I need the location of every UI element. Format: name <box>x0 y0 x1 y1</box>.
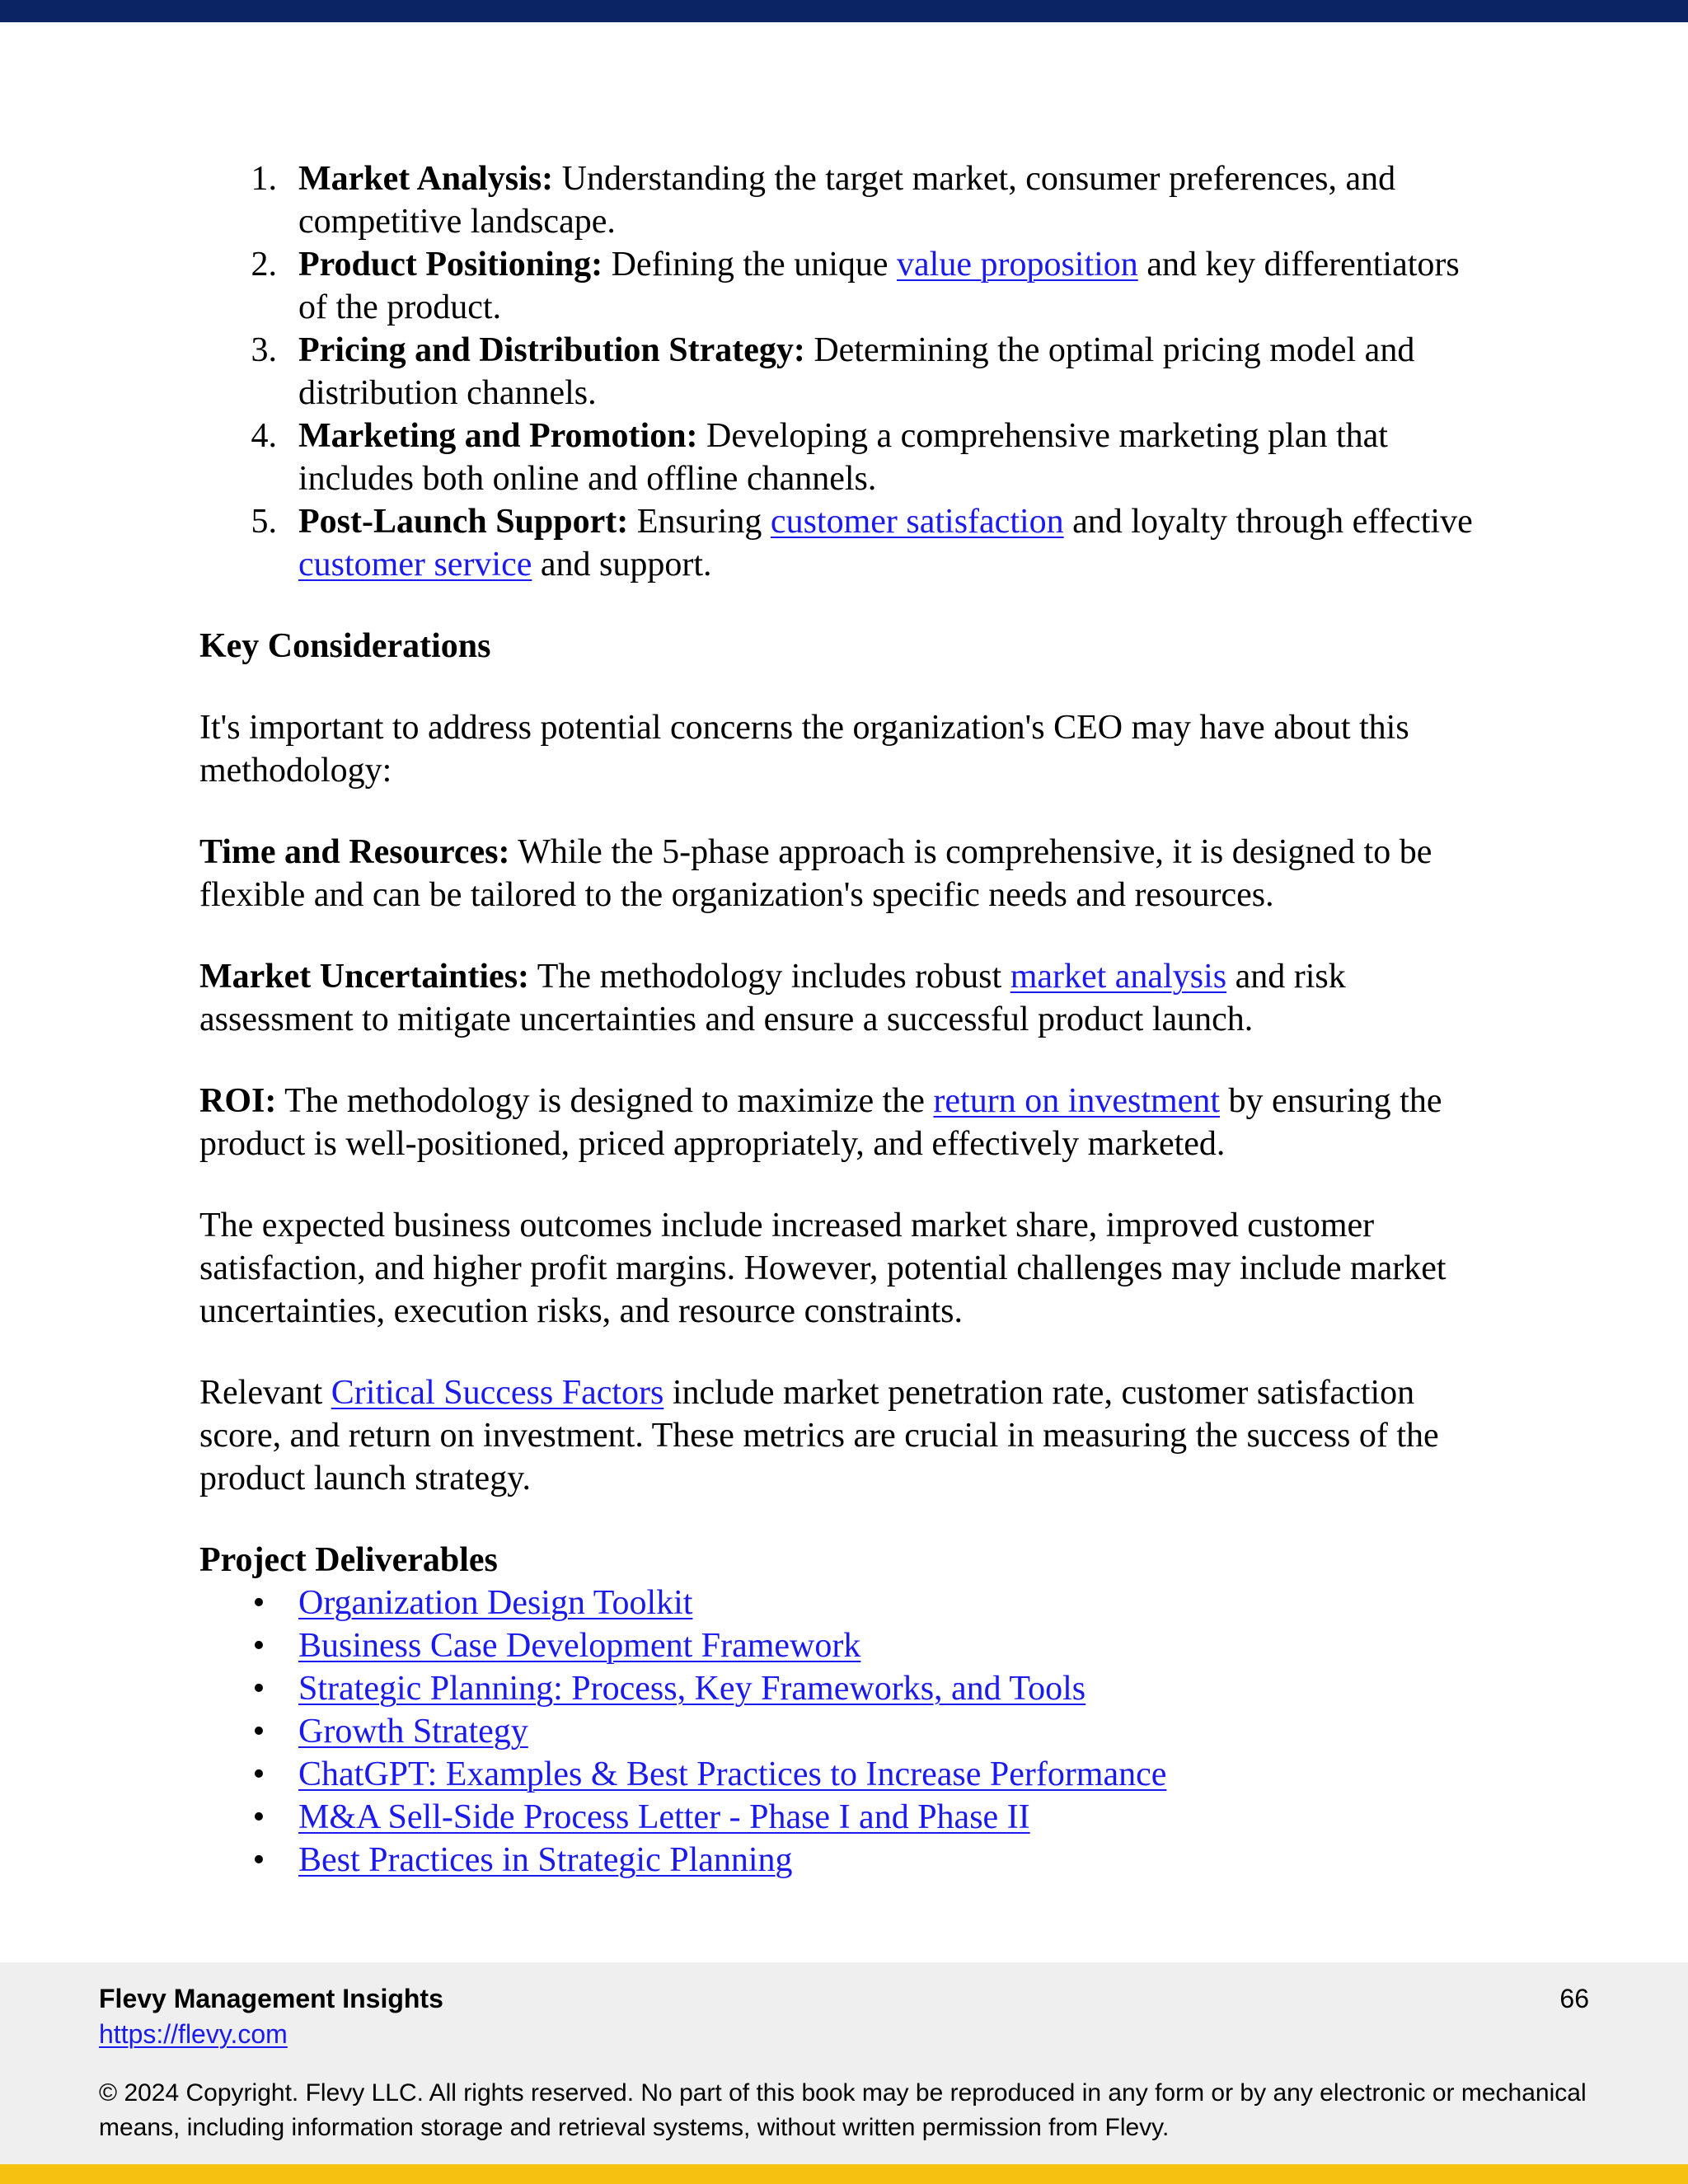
phase-title: Post-Launch Support: <box>298 503 629 541</box>
link-return-on-investment[interactable]: return on investment <box>933 1082 1221 1120</box>
phase-text: and support. <box>532 546 712 583</box>
phase-text: Ensuring <box>628 503 771 541</box>
bullet-icon: • <box>252 1755 265 1793</box>
phase-text: Defining the unique <box>603 246 898 284</box>
bullet-icon: • <box>252 1670 265 1708</box>
key-considerations-heading: Key Considerations <box>199 627 491 665</box>
page-number: 66 <box>1559 1984 1589 2013</box>
project-deliverables-heading: Project Deliverables <box>199 1541 498 1579</box>
phase-text: Determining the optimal pricing model and distribution channels. <box>298 331 1415 412</box>
key-considerations-intro: It's important to address potential concerns the organization's CEO may have about this methodology: <box>199 709 1409 790</box>
link-customer-satisfaction[interactable]: customer satisfaction <box>770 503 1064 541</box>
phase-number: 3. <box>251 331 277 369</box>
roi-text: The methodology is designed to maximize the <box>276 1082 934 1120</box>
phase-item-1 <box>199 157 1485 243</box>
bullet-icon: • <box>252 1584 265 1622</box>
link-best-practices-strategic-planning[interactable]: Best Practices in Strategic Planning <box>298 1841 793 1879</box>
document-body <box>199 157 1485 1882</box>
deliverable-item <box>199 1796 1485 1839</box>
phase-text: Understanding the target market, consumer preferences, and competitive landscape. <box>298 160 1396 241</box>
footer-brand: Flevy Management Insights <box>99 1984 443 2013</box>
market-uncertainties-text-end: and risk assessment to mitigate uncertainties and ensure a successful product launch. <box>199 958 1346 1038</box>
link-ma-sell-side-letter[interactable]: M&A Sell-Side Process Letter - Phase I and Phase II <box>298 1798 1030 1836</box>
market-uncertainties-paragraph <box>199 955 1485 1041</box>
outcomes-paragraph: The expected business outcomes include increased market share, improved customer satisfaction, and higher profit margins. However, potential challenges may include market uncertainties, execution risks, and resource constraints. <box>199 1207 1447 1330</box>
link-chatgpt-best-practices[interactable]: ChatGPT: Examples & Best Practices to Increase Performance <box>298 1755 1167 1793</box>
phase-text: and loyalty through effective <box>1063 503 1473 541</box>
market-uncertainties-label: Market Uncertainties: <box>199 958 530 996</box>
deliverable-item <box>199 1839 1485 1882</box>
time-resources-label: Time and Resources: <box>199 833 510 871</box>
csf-text-end: include market penetration rate, customer satisfaction score, and return on investment. These metrics are crucial in measuring the success of the product launch strategy. <box>199 1374 1439 1497</box>
roi-paragraph <box>199 1080 1485 1165</box>
market-uncertainties-text: The methodology includes robust <box>529 958 1010 996</box>
bullet-icon: • <box>252 1841 265 1879</box>
roi-label: ROI: <box>199 1082 277 1120</box>
deliverable-item <box>199 1710 1485 1753</box>
bullet-icon: • <box>252 1627 265 1665</box>
phase-title: Pricing and Distribution Strategy: <box>298 331 805 369</box>
link-growth-strategy[interactable]: Growth Strategy <box>298 1713 528 1750</box>
bullet-icon: • <box>252 1798 265 1836</box>
copyright-notice: © 2024 Copyright. Flevy LLC. All rights reserved. No part of this book may be reproduced in any form or by any electronic or mechanical means, including information storage and retrieval systems, without written permission from Flevy. <box>99 2079 1587 2141</box>
bottom-accent-bar <box>0 2164 1688 2184</box>
link-market-analysis[interactable]: market analysis <box>1010 958 1227 996</box>
phase-list <box>199 157 1485 586</box>
top-accent-bar <box>0 0 1688 22</box>
phase-item-3 <box>199 329 1485 415</box>
phase-text: and key differentiators of the product. <box>298 246 1460 326</box>
link-strategic-planning-tools[interactable]: Strategic Planning: Process, Key Frameworks, and Tools <box>298 1670 1086 1708</box>
link-business-case-framework[interactable]: Business Case Development Framework <box>298 1627 861 1665</box>
deliverables-list <box>199 1582 1485 1882</box>
footer-url-link[interactable]: https://flevy.com <box>99 2019 288 2049</box>
csf-text: Relevant <box>199 1374 331 1412</box>
phase-item-2 <box>199 243 1485 329</box>
time-resources-text: While the 5-phase approach is comprehensive, it is designed to be flexible and can be tailored to the organization's specific needs and resources. <box>199 833 1432 914</box>
link-customer-service[interactable]: customer service <box>298 546 532 583</box>
phase-number: 4. <box>251 417 277 455</box>
phase-item-5 <box>199 500 1485 586</box>
link-value-proposition[interactable]: value proposition <box>897 246 1138 284</box>
phase-title: Market Analysis: <box>298 160 554 198</box>
phase-number: 5. <box>251 503 277 541</box>
phase-number: 1. <box>251 160 277 198</box>
deliverable-item <box>199 1582 1485 1624</box>
deliverable-item <box>199 1624 1485 1667</box>
time-resources-paragraph <box>199 831 1485 916</box>
phase-number: 2. <box>251 246 277 284</box>
bullet-icon: • <box>252 1713 265 1750</box>
phase-item-4 <box>199 415 1485 500</box>
link-critical-success-factors[interactable]: Critical Success Factors <box>331 1374 664 1412</box>
phase-title: Product Positioning: <box>298 246 603 284</box>
deliverable-item <box>199 1667 1485 1710</box>
phase-text: Developing a comprehensive marketing plan that includes both online and offline channels. <box>298 417 1388 498</box>
deliverable-item <box>199 1753 1485 1796</box>
roi-text-end: by ensuring the product is well-positioned, priced appropriately, and effectively marketed. <box>199 1082 1442 1163</box>
page-footer <box>0 1962 1688 2164</box>
phase-title: Marketing and Promotion: <box>298 417 698 455</box>
csf-paragraph <box>199 1371 1485 1500</box>
link-organization-design-toolkit[interactable]: Organization Design Toolkit <box>298 1584 693 1622</box>
